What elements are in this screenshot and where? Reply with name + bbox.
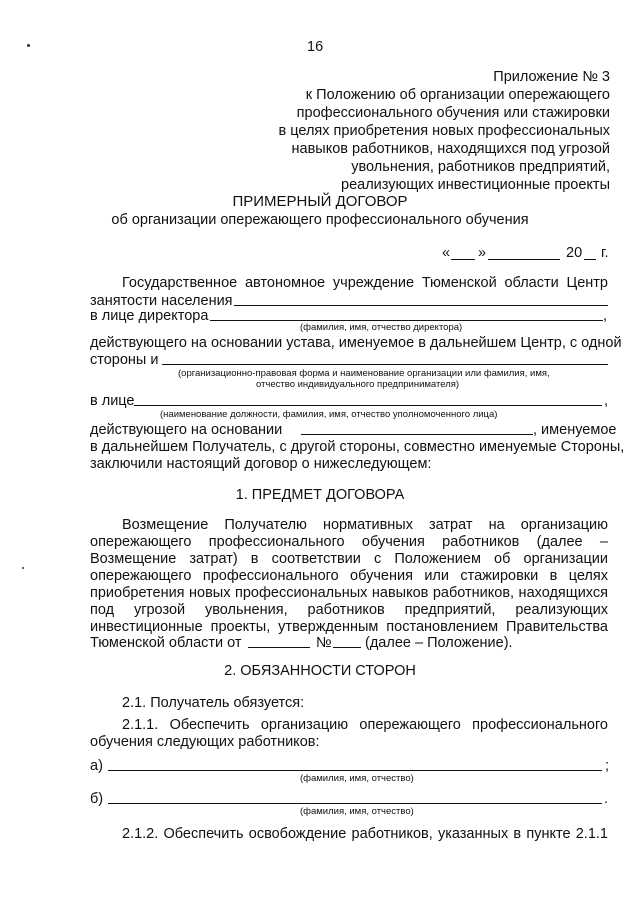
parties-line-6-end: , [604,393,609,409]
parties-line-6: в лице [90,393,135,409]
section-1-line: приобретения новых профессиональных навыков работников, находящихся [90,585,608,601]
hint-director: (фамилия, имя, отчество директора) [300,322,463,333]
document-subtitle: об организации опережающего профессионального обучения [111,212,529,228]
section-1-line: Возмещение Получателю нормативных затрат на организацию [122,517,608,533]
item-b-label: б) [90,791,104,807]
item-a-end: ; [605,758,610,774]
section-1-line: под угрозой увольнения, работников предприятий, реализующих [90,602,608,618]
date-day-blank [451,259,475,260]
director-blank [210,320,603,321]
date-close-quote: » [478,245,487,261]
item-a-label: а) [90,758,103,774]
hint-representative: (наименование должности, фамилия, имя, отчество уполномоченного лица) [160,409,498,420]
parties-line-5: стороны и [90,352,159,368]
parties-line-4: действующего на основании устава, именуемое в дальнейшем Центр, с одной [90,335,622,351]
resolution-date-blank [248,647,310,648]
clause-2-1-1-line-2: обучения следующих работников: [90,734,320,750]
appendix-block [279,68,611,194]
worker-b-blank [108,803,602,804]
appendix-line: в целях приобретения новых профессиональных [278,123,610,139]
margin-dot [22,567,24,569]
employment-center-blank [234,305,608,306]
section-1-last-a: Тюменской области от [90,635,242,651]
date-year-prefix: 20 [566,245,583,261]
date-year-suffix: г. [601,245,609,261]
appendix-line: навыков работников, находящихся под угрозой [291,141,610,157]
section-1-line: опережающего профессионального обучения работников (далее – [90,534,608,550]
representative-blank [134,405,602,406]
section-1-line: опережающего профессионального обучения или стажировки в целях [90,568,608,584]
organization-blank [162,364,608,365]
parties-line-1: Государственное автономное учреждение Тюменской области Центр [122,275,608,291]
parties-line-9: заключили настоящий договор о нижеследующем: [90,456,432,472]
parties-line-7a: действующего на основании [90,422,283,438]
parties-line-3: в лице директора [90,308,209,324]
appendix-line: реализующих инвестиционные проекты [341,177,610,193]
section-1-last-c: (далее – Положение). [365,635,513,651]
resolution-number-blank [333,647,361,648]
section-1-line: инвестиционные проекты, утвержденным постановлением Правительства [90,619,608,635]
parties-line-7b: , именуемое [533,422,617,438]
section-1-title: 1. ПРЕДМЕТ ДОГОВОРА [235,487,405,503]
section-2-title: 2. ОБЯЗАННОСТИ СТОРОН [224,663,416,679]
section-1-line: Возмещение затрат) в соответствии с Положением об организации [90,551,608,567]
item-b-end: . [604,791,609,807]
parties-line-2: занятости населения [90,293,233,309]
appendix-line: к Положению об организации опережающего [305,87,610,103]
parties-line-8: в дальнейшем Получатель, с другой стороны, совместно именуемые Стороны, [90,439,625,455]
appendix-line: увольнения, работников предприятий, [351,159,610,175]
page-number: 16 [307,39,324,55]
date-year-blank [584,259,596,260]
clause-2-1-2: 2.1.2. Обеспечить освобождение работников, указанных в пункте 2.1.1 [122,826,608,842]
clause-2-1: 2.1. Получатель обязуется: [122,695,305,711]
hint-organization-1: (организационно-правовая форма и наименование организации или фамилия, имя, [178,368,550,379]
document-title: ПРИМЕРНЫЙ ДОГОВОР [232,193,408,210]
worker-a-blank [108,770,602,771]
hint-worker-b: (фамилия, имя, отчество) [300,806,414,817]
basis-blank [301,434,533,435]
margin-dot [27,44,30,47]
section-1-last-b: № [316,635,332,651]
appendix-title: Приложение № 3 [493,69,610,85]
parties-line-3-end: , [603,308,608,324]
hint-worker-a: (фамилия, имя, отчество) [300,773,414,784]
appendix-line: профессионального обучения или стажировки [296,105,610,121]
clause-2-1-1-line-1: 2.1.1. Обеспечить организацию опережающего профессионального [122,717,608,733]
hint-organization-2: отчество индивидуального предпринимателя) [256,379,460,390]
date-month-blank [488,259,560,260]
date-open-quote: « [442,245,451,261]
